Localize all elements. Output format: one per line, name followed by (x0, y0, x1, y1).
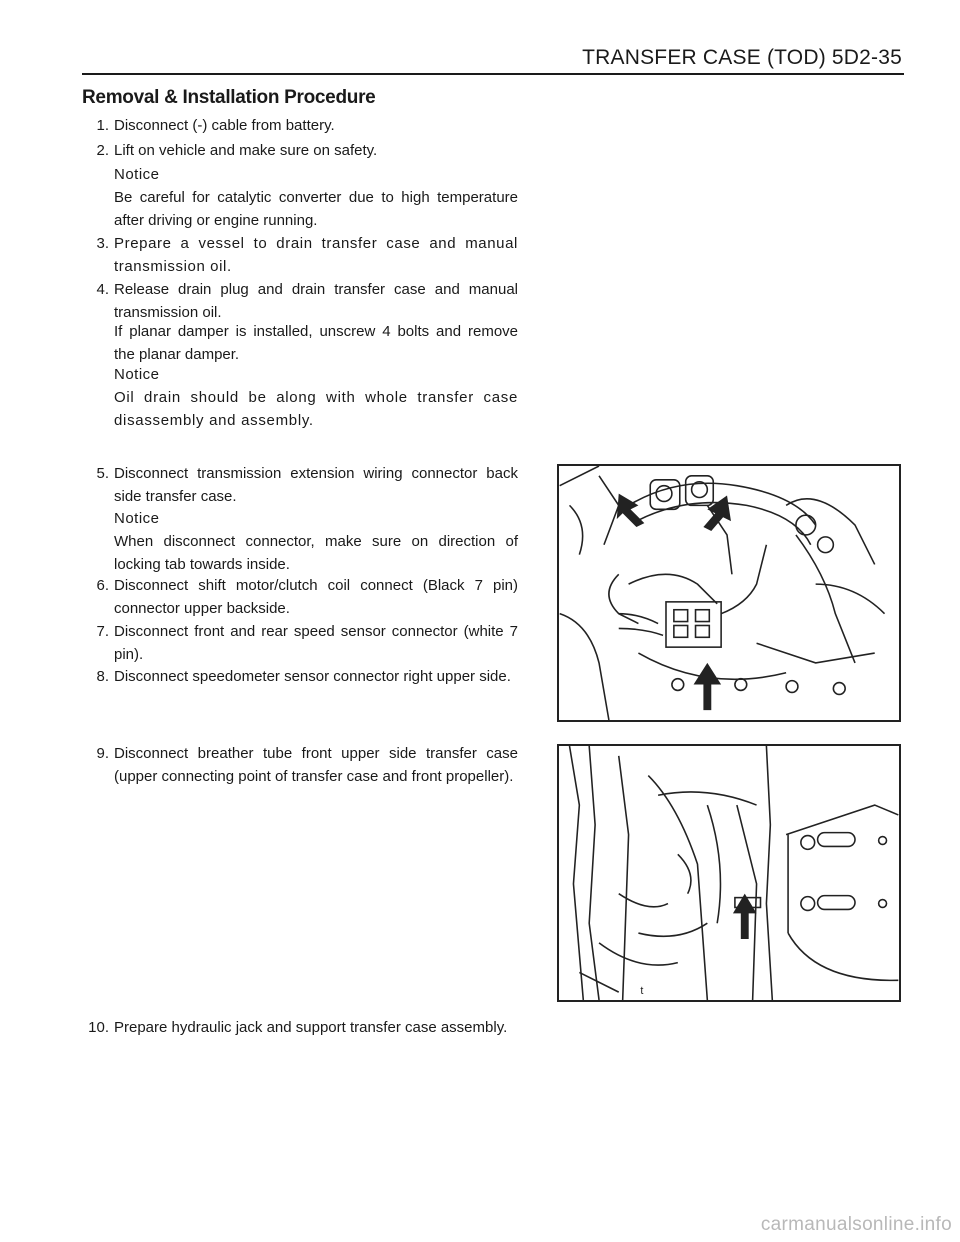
page-header-title: TRANSFER CASE (TOD) 5D2-35 (582, 46, 902, 69)
step-number: 2. (96, 142, 109, 159)
breather-tube-illustration (559, 746, 899, 1000)
step-7 (76, 620, 518, 666)
figure-breather-tube (557, 744, 901, 1002)
connector-illustration (559, 466, 899, 720)
figure-connectors (557, 464, 901, 722)
step-number: 8. (96, 668, 109, 685)
step-number: 10. (88, 1019, 109, 1036)
section-title: Removal & Installation Procedure (82, 87, 376, 108)
step-4 (76, 278, 518, 324)
step-5-notice: When disconnect connector, make sure on direction of locking tab towards inside. (114, 533, 518, 573)
step-number: 7. (96, 623, 109, 640)
notice-label: Notice (114, 510, 160, 527)
step-10 (76, 1016, 518, 1039)
step-text: Prepare a vessel to drain transfer case and manual transmission oil. (114, 235, 518, 275)
step-number: 6. (96, 577, 109, 594)
step-2-notice: Be careful for catalytic converter due to high temperature after driving or engine running. (114, 189, 518, 229)
step-text: Disconnect transmission extension wiring connector back side transfer case. (114, 465, 518, 505)
step-number: 3. (96, 235, 109, 252)
step-text: Release drain plug and drain transfer case and manual transmission oil. (114, 281, 518, 321)
header-rule (82, 73, 904, 75)
arrow-icon (694, 663, 722, 710)
arrow-icon (733, 894, 757, 939)
step-2 (76, 139, 518, 162)
step-number: 4. (96, 281, 109, 298)
step-text: Prepare hydraulic jack and support transfer case assembly. (114, 1019, 508, 1036)
step-4-notice: Oil drain should be along with whole transfer case disassembly and assembly. (114, 389, 518, 429)
arrow-icon (703, 496, 731, 531)
step-text: Disconnect speedometer sensor connector right upper side. (114, 668, 511, 685)
step-number: 5. (96, 465, 109, 482)
notice-label: Notice (114, 166, 160, 183)
step-text: Disconnect (-) cable from battery. (114, 117, 335, 134)
notice-label: Notice (114, 366, 160, 383)
figure-mark: t (640, 985, 644, 998)
step-text: Disconnect shift motor/clutch coil connect (Black 7 pin) connector upper backside. (114, 577, 518, 617)
step-3 (76, 232, 518, 278)
step-8 (76, 665, 518, 688)
watermark: carmanualsonline.info (760, 1214, 952, 1235)
step-4-extra: If planar damper is installed, unscrew 4 bolts and remove the planar damper. (114, 323, 518, 363)
step-text: Lift on vehicle and make sure on safety. (114, 142, 378, 159)
step-text: Disconnect front and rear speed sensor connector (white 7 pin). (114, 623, 518, 663)
step-9 (76, 742, 518, 788)
step-6 (76, 574, 518, 620)
step-1 (76, 114, 518, 137)
step-text: Disconnect breather tube front upper side transfer case (upper connecting point of transfer case and front propeller). (114, 745, 518, 785)
step-number: 9. (96, 745, 109, 762)
step-number: 1. (96, 117, 109, 134)
step-5 (76, 462, 518, 508)
